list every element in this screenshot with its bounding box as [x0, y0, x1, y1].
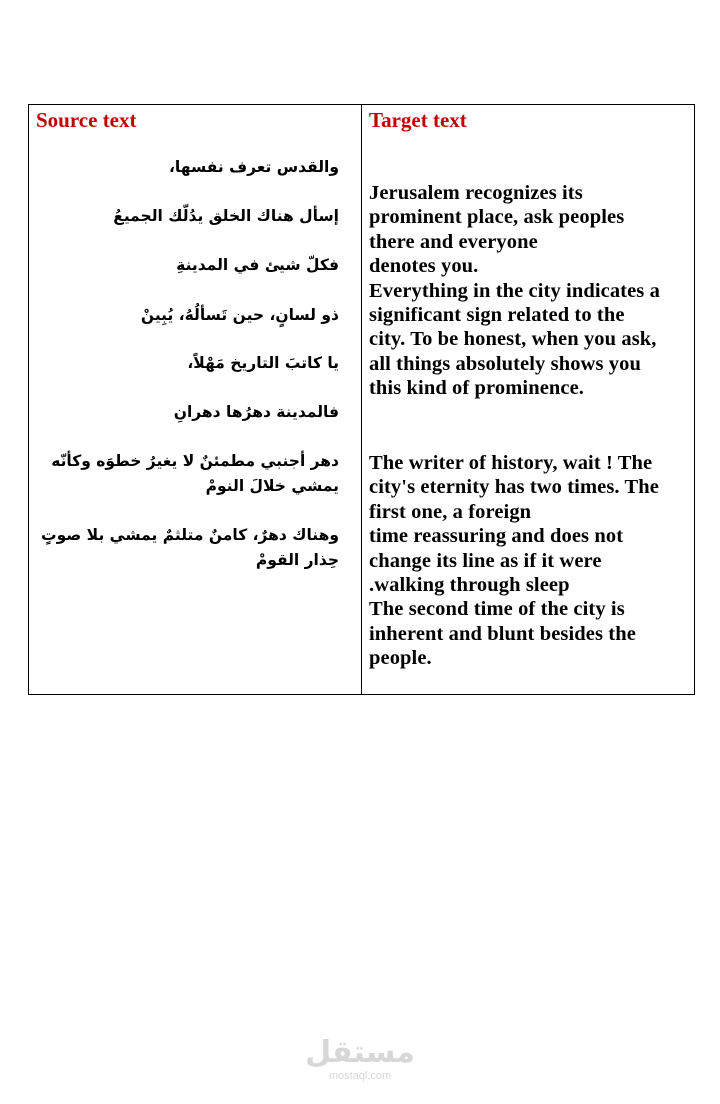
translation-table: [28, 104, 695, 695]
source-line: فالمدينة دهرُها دهرانِ: [173, 403, 339, 421]
source-column: [29, 105, 362, 694]
source-line: ذو لسانٍ، حين تَسألُهُ، يُبِينْ: [140, 306, 339, 324]
target-header: Target text: [369, 108, 467, 132]
source-header: Source text: [36, 108, 137, 132]
source-line: يا كاتبَ التاريخ مَهْلاً،: [187, 354, 339, 372]
watermark-logo: مستقل: [305, 1035, 415, 1070]
target-paragraph-2: The writer of history, wait ! The city's eternity has two times. The first one, a foreign time reassuring and does not change its line as if it were .walking through sleep The second time of the city is inherent and blunt besides the people.: [369, 452, 659, 670]
source-line: وهناك دهرٌ، كامنٌ متلثمٌ يمشي بلا صوتٍ حِذار القومْ: [41, 526, 339, 569]
mostaql-watermark: [300, 1036, 420, 1082]
target-column: [362, 105, 694, 694]
source-line: دهر أجنبي مطمئنٌ لا يغيرُ خطوَه وكأنّه يمشي خلالَ النومْ: [51, 452, 339, 495]
watermark-url: mostaql.com: [328, 1070, 392, 1082]
source-line: إسأل هناك الخلق يدُلّك الجميعُ: [113, 207, 339, 225]
source-line: فكلّ شيئ في المدينةِ: [176, 256, 339, 274]
target-paragraph-1: Jerusalem recognizes its prominent place, ask peoples there and everyone denotes you. Everything in the city indicates a significant sign related to the city. To be honest, when you ask, all things absolutely shows you this kind of prominence.: [369, 182, 660, 400]
source-line: والقدس تعرف نفسها،: [169, 158, 339, 176]
